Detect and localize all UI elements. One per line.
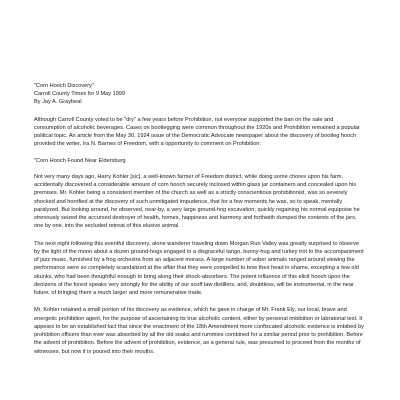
spacer xyxy=(34,165,366,173)
byline: By Jay A. Graybeal xyxy=(34,99,82,106)
article-headline: "Corn Hooch Found Near Eldersburg xyxy=(34,157,126,164)
spacer xyxy=(34,231,366,240)
body-paragraph-2: The next night following this eventful discovery, alone wanderer traveling down Morgan Run Valley was greatly surprised to observe by the light of the moon about a dozen ground-hogs engaged in a disgraceful tango, bunny-hug and turkey trot to the accompaniment of jazz music, furnished by a frog orchestra from an adjacent morass. A large number of sober animals ranged around viewing the performance were so completely scandalized at the affair that they were compelled to bow their head in shame, excepting a few old skunks, who had been thoughtful enough to bring along their shock-absorbers. The potent influence of this elicit hooch upon the denizens of the forest speaks very strongly for the ability of our scoff law distillers, and, doubtless, will be instrumental, in the near future, of bringing them a much larger and more remunerative trade. xyxy=(34,240,364,297)
body-paragraph-3: Mr. Kohler retained a small portion of his discovery as evidence, which he gave in charge of Mr. Frank Ely, our local, brave and energetic prohibition agent, for the purpose of ascertaining its true alcoholic content, either by personal imbibition or labratorial test. It appears to be an established fact that since the enactment of the 18th Amendment more confiscated alcoholic evidence is imbibed by prohibition officers than ever was absorbed by all the old soaks and rummies combined for a similar period prior to prohibition. Before the advent of prohibition. Before the advent of prohibition, evidence, as a general rule, was presumed to proceed from the months of witnesses, but now it is poured into their mouths. xyxy=(34,307,364,355)
publication-line: Carroll County Times for 9 May 1999 xyxy=(34,91,126,98)
intro-paragraph: Although Carroll County voted to be "dry" a few years before Prohibition, not everyone supported the ban on the sale and consumption of alcoholic beverages. Cases on bootlegging were common throughout the 1920s and Prohibition remained a popular political topic. An article from the May 30, 1924 issue of the Democratic Advocate newspaper about the discovery of bootleg hooch provided the writer, Ira N. Barnes of Freedom, with a opportunity to comment on Prohibition: xyxy=(34,116,360,148)
spacer xyxy=(34,297,366,306)
body-paragraph-1: Not very many days ago, Harry Kohler [sic], a well-known farmer of Freedom district, while doing some chores upon his farm, accidentally discovered a considerable amount of corn hooch securely inclosed within glass jar containers and concealed upon his premises. Mr. Kohler being a consistent member of the church as well as a strictly conscientious prohibitionist, was so severely shocked and horrified at the discovery of such unmitigated impudence, that for a few moments he was, so to speak, mentally paralyzed. But looking around, he observed, near-by, a very large ground-hog excavation; quickly regaining his normal equipoise he strenously seized the accursed destroyer of health, homes, happiness and harmony and forthwith dumped the contents of the jars, one by one, into the secluded retreat of this elusive animal. xyxy=(34,173,360,230)
spacer xyxy=(34,107,366,116)
article-title: "Corn Hooch Discovery" xyxy=(34,83,94,89)
spacer xyxy=(34,149,366,157)
